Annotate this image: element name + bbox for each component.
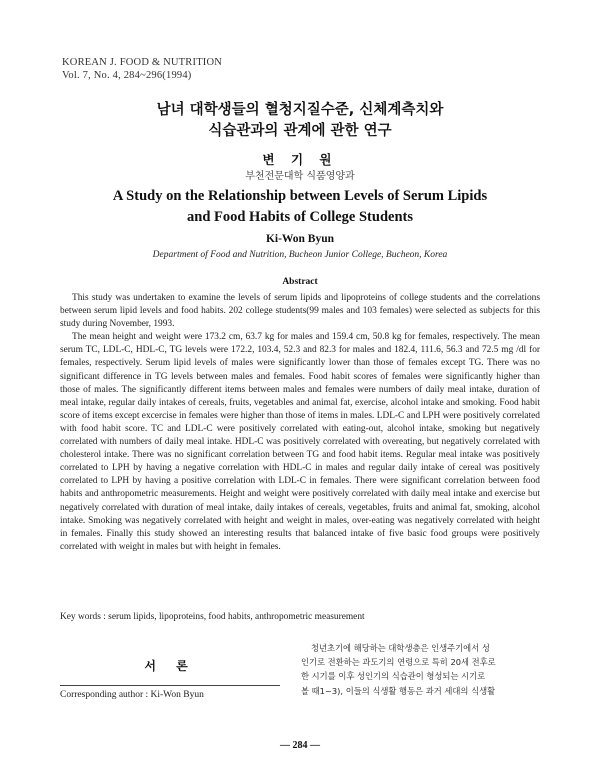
footnote-divider — [60, 685, 280, 686]
english-affiliation: Department of Food and Nutrition, Bucheon Junior College, Bucheon, Korea — [152, 250, 448, 260]
page-number: — 284 — — [280, 740, 320, 751]
section-title-introduction: 서 론 — [144, 659, 196, 673]
english-title-line-1: A Study on the Relationship between Levels of Serum Lipids — [112, 188, 488, 204]
introduction-line-2: 인기로 전환하는 과도기의 연령으로 특히 20세 전후로 — [301, 657, 496, 668]
introduction-line-1: 청년초기에 해당하는 대학생층은 인생주기에서 성 — [311, 643, 490, 653]
korean-title — [0, 100, 600, 142]
abstract-heading: Abstract — [282, 277, 318, 287]
journal-name: KOREAN J. FOOD & NUTRITION — [62, 57, 223, 68]
abstract-body — [60, 292, 540, 554]
korean-title-line-1: 남녀 대학생들의 혈청지질수준, 신체계측치와 — [156, 102, 444, 118]
keywords: Key words : serum lipids, lipoproteins, food habits, anthropometric measurement — [60, 612, 365, 622]
introduction-line-4: 볼 때1~3), 이들의 식생활 행동은 과거 세대의 식생활 — [301, 685, 496, 696]
korean-author: 변 기 원 — [262, 152, 338, 167]
korean-affiliation: 부천전문대학 식품영양과 — [245, 171, 355, 182]
journal-volume: Vol. 7, No. 4, 284~296(1994) — [62, 70, 192, 81]
journal-header — [62, 56, 222, 82]
corresponding-author: Corresponding author : Ki-Won Byun — [60, 690, 204, 700]
english-title — [0, 186, 600, 228]
introduction-line-3: 한 시기를 이후 성인기의 식습관이 형성되는 시기로 — [301, 671, 486, 682]
introduction-text — [301, 641, 540, 698]
korean-title-line-2: 식습관과의 관계에 관한 연구 — [208, 123, 392, 139]
abstract-paragraph-1: This study was undertaken to examine the levels of serum lipids and lipoproteins of college students and the correlations between serum lipid levels and food habits. 202 college students(99 males and 103 females) were selected as subjects for this study during November, 1993. — [60, 293, 540, 330]
abstract-paragraph-2: The mean height and weight were 173.2 cm, 63.7 kg for males and 159.4 cm, 50.8 kg for females, respectively. The mean serum TC, LDL-C, HDL-C, TG levels were 172.2, 103.4, 52.3 and 82.3 for males and 182.4, 111.6, 56.3 and 72.5 mg /dl for females, respectively. Serum lipid levels of males were significantly lower than those of females except TG. There was no significant difference in TG levels between males and females. Food habit scores of females were significantly higher than those of males. The significantly different items between males and females were numbers of daily meal intake, duration of meal intake, regular daily intakes of cereals, fruits, vegetables and animal fat, exercise, alcohol intake and smoking. Food habit score of items except excercise in females were higher than those of items in males. LDL-C and LPH were positively correlated with food habit score. TC and LDL-C were positively correlated with eating-out, alcohol intake, smoking but negatively correlated with numbers of daily meal intake. HDL-C was positively correlated with overeating, but negatively correlated with cholesterol intake. There was no significant correlation between TG and food habit items. Regular meal intake was positively correlated to LPH by having a negative correlation with HDL-C in males and regular daily intake of cereal was positively correlated to LPH by having a positive correlation with LDL-C in females. There were significant correlation between food habits and anthropometric measurements. Height and weight were positively correlated with daily meal intake and exercise but negatively correlated with duration of meal intake, daily intakes of cereals, vegetables, fruits and animal fat, smoking, alcohol intake. Smoking was negatively correlated with height and weight in males, over-eating was negatively correlated with height in females. Finally this study showed an interesting results that balanced intake of five basic food groups were positively correlated with weight in males but with height in females. — [60, 332, 540, 552]
english-title-line-2: and Food Habits of College Students — [187, 209, 413, 225]
english-author: Ki-Won Byun — [265, 233, 335, 245]
